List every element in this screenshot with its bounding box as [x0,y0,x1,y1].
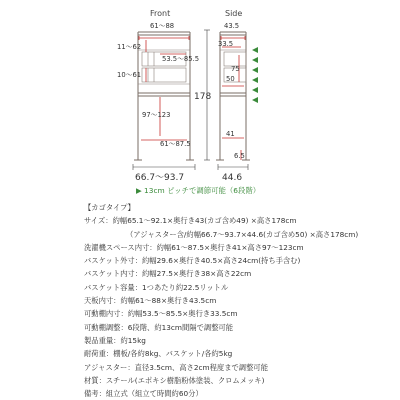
front-total-width-dimension [133,164,195,170]
side-leg-depth-label: 41 [226,130,235,138]
side-basket-height-label: 75 [231,65,240,73]
spec-row: バスケット内寸：約幅27.5×奥行き38×高さ22cm [84,269,252,279]
front-dimension-lines [139,36,189,140]
arrow-icon [252,97,258,103]
arrow-icon [252,67,258,73]
spec-row: 材質：スチール(エポキシ樹脂粉体塗装、クロムメッキ) [84,375,265,385]
front-left-gap-label: 10～61 [117,71,142,79]
side-top-depth-label: 43.5 [224,22,240,30]
spec-row: バスケット外寸：約幅29.6×奥行き40.5×高さ24cm(持ち手含む) [84,256,301,266]
arrow-icon [252,77,258,83]
front-title: Front [150,9,171,18]
front-total-width-label: 66.7～93.7 [135,173,185,183]
side-basket-depth-label: 50 [226,75,235,83]
side-bottom-height-label: 6.5 [234,152,245,160]
adjustment-arrows [252,47,258,103]
side-shelf-depth-label: 33.5 [218,40,234,48]
spec-row: アジャスター：直径3.5cm、高さ2cm程度まで調整可能 [84,362,268,372]
side-title: Side [225,9,243,18]
spec-row: 耐荷重：棚板/各約8kg、バスケット/各約5kg [84,349,233,359]
front-upper-gap-label: 11～62 [117,43,142,51]
front-lower-width-label: 61～87.5 [160,140,191,148]
arrow-icon [252,87,258,93]
spec-row: 洗濯機スペース内寸：約幅61～87.5×奥行き41×高さ97～123cm [84,242,304,252]
pitch-note-text: 13cm ピッチで調節可能（6段階） [144,186,261,195]
arrow-icon [252,47,258,53]
spec-row: 製品重量：約15kg [84,335,146,345]
spec-row: サイズ：約幅65.1～92.1×奥行き43(カゴ含め49) ×高さ178cm [84,216,297,226]
side-total-depth-dimension [218,164,248,170]
arrow-icon [252,57,258,63]
side-dimension-lines [221,36,245,160]
front-basket-width-label: 53.5～85.5 [162,55,200,63]
spec-row: 天板内寸：約幅61～88×奥行き43.5cm [84,296,217,306]
front-wash-range-label: 97～123 [142,111,171,119]
spec-row: 【カゴタイプ】 [84,203,135,212]
spec-list [84,201,390,400]
front-top-width-label: 61～88 [150,22,175,30]
height-label: 178 [194,92,212,102]
spec-row: 備考：組立式（組立て時間約60分） [84,389,203,399]
side-total-depth-label: 44.6 [222,173,243,183]
spec-row: （アジャスター含/約幅66.7～93.7×44.6(カゴ含め50) ×高さ178cm) [126,229,359,239]
pitch-note [136,185,260,196]
spec-row: 可動棚調整：6段階、約13cm間隔で調整可能 [84,322,234,332]
side-frame [216,32,250,160]
play-arrow-icon: ▶ [136,186,142,195]
spec-row: 可動棚内寸：約幅53.5～85.5×奥行き33.5cm [84,309,238,319]
spec-row: バスケット容量：1つあたり約22.5リットル [84,282,229,292]
